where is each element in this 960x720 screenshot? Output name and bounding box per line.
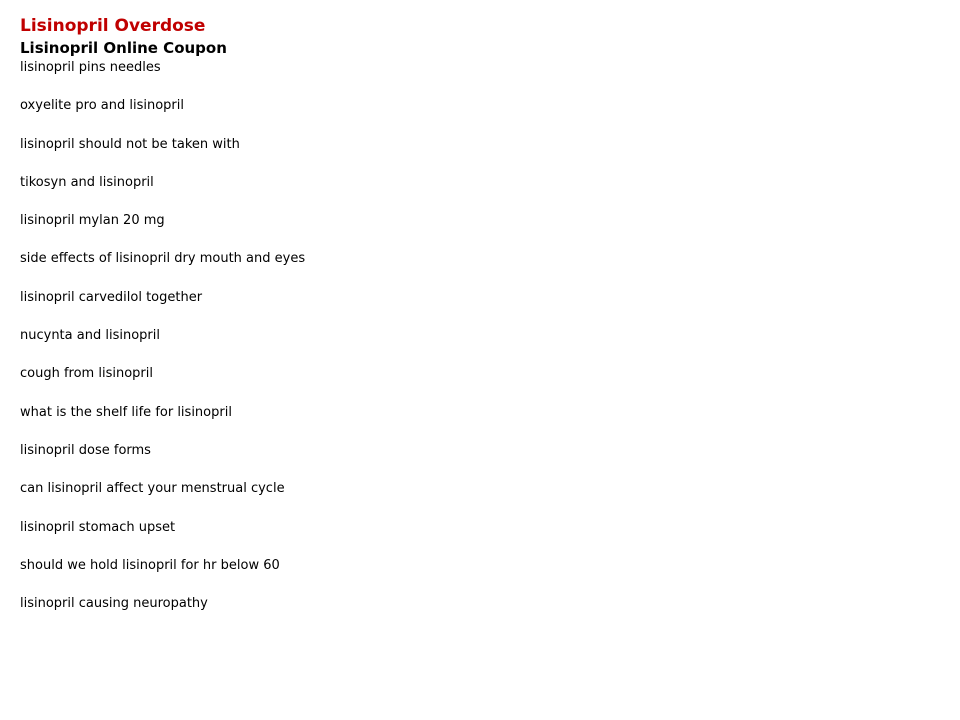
list-item: lisinopril pins needles	[20, 60, 161, 75]
keyword-list	[20, 59, 960, 612]
list-item: lisinopril carvedilol together	[20, 289, 203, 305]
list-item: cough from lisinopril	[20, 366, 153, 382]
page-subtitle: Lisinopril Online Coupon	[20, 39, 227, 57]
list-item: lisinopril stomach upset	[20, 519, 176, 535]
list-item: what is the shelf life for lisinopril	[20, 404, 232, 420]
list-item: tikosyn and lisinopril	[20, 174, 154, 190]
list-item: should we hold lisinopril for hr below 60	[20, 557, 280, 573]
list-item: nucynta and lisinopril	[20, 328, 160, 344]
page-title: Lisinopril Overdose	[20, 16, 206, 36]
list-item: lisinopril causing neuropathy	[20, 596, 208, 612]
list-item: lisinopril dose forms	[20, 442, 151, 458]
list-item: lisinopril should not be taken with	[20, 136, 240, 152]
list-item: can lisinopril affect your menstrual cycle	[20, 481, 285, 497]
list-item: side effects of lisinopril dry mouth and eyes	[20, 251, 306, 267]
list-item: oxyelite pro and lisinopril	[20, 98, 184, 114]
list-item: lisinopril mylan 20 mg	[20, 213, 165, 229]
